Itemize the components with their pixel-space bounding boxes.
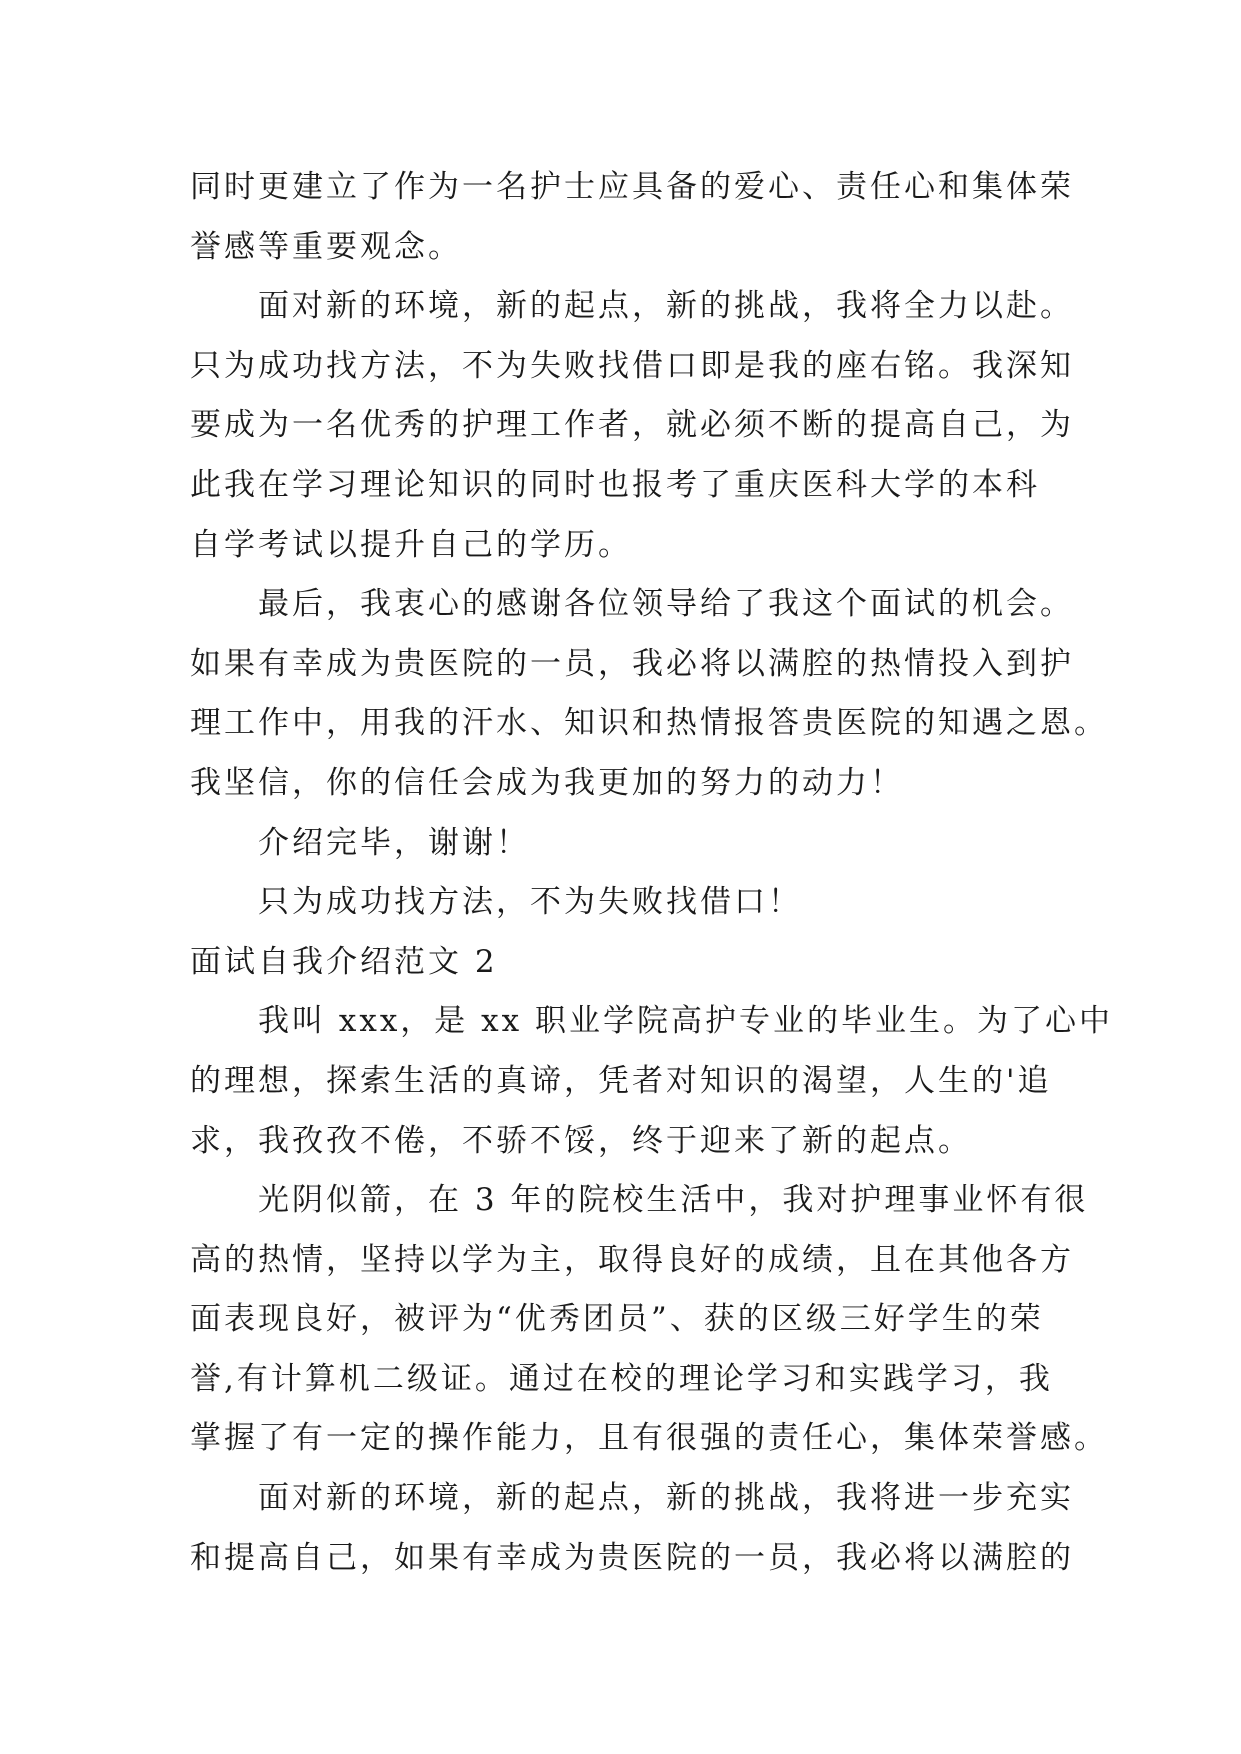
text-line: 只为成功找方法，不为失败找借口即是我的座右铭。我深知: [190, 347, 1074, 384]
text-line: 介绍完毕，谢谢！: [258, 824, 530, 861]
text-line: 面对新的环境，新的起点，新的挑战，我将全力以赴。: [258, 288, 1074, 325]
text-line: 高的热情，坚持以学为主，取得良好的成绩，且在其他各方: [190, 1241, 1074, 1278]
text-line: 面对新的环境，新的起点，新的挑战，我将进一步充实: [258, 1480, 1074, 1517]
text-line: 我叫 xxx，是 xx 职业学院高护专业的毕业生。为了心中: [258, 1003, 1113, 1040]
text-line: 光阴似箭，在 3 年的院校生活中，我对护理事业怀有很: [258, 1182, 1089, 1219]
text-line: 誉,有计算机二级证。通过在校的理论学习和实践学习，我: [190, 1360, 1053, 1397]
text-line: 的理想，探索生活的真谛，凭者对知识的渴望，人生的'追: [190, 1062, 1052, 1099]
text-line: 理工作中，用我的汗水、知识和热情报答贵医院的知遇之恩。: [190, 705, 1108, 742]
text-line: 我坚信，你的信任会成为我更加的努力的动力！: [190, 764, 904, 801]
text-line: 面表现良好，被评为“优秀团员”、获的区级三好学生的荣: [190, 1301, 1044, 1338]
text-line: 最后，我衷心的感谢各位领导给了我这个面试的机会。: [258, 586, 1074, 623]
text-line: 如果有幸成为贵医院的一员，我必将以满腔的热情投入到护: [190, 645, 1074, 682]
text-line: 同时更建立了作为一名护士应具备的爱心、责任心和集体荣: [190, 169, 1074, 205]
text-line: 面试自我介绍范文 2: [190, 943, 498, 980]
text-line: 和提高自己，如果有幸成为贵医院的一员，我必将以满腔的: [190, 1539, 1074, 1576]
document-body: [190, 158, 1113, 1588]
text-line: 求，我孜孜不倦，不骄不馁，终于迎来了新的起点。: [190, 1122, 972, 1159]
text-line: 掌握了有一定的操作能力，且有很强的责任心，集体荣誉感。: [190, 1420, 1108, 1457]
text-line: 只为成功找方法，不为失败找借口！: [258, 884, 802, 921]
text-line: 此我在学习理论知识的同时也报考了重庆医科大学的本科: [190, 466, 1040, 503]
text-line: 誉感等重要观念。: [190, 228, 462, 265]
text-line: 自学考试以提升自己的学历。: [190, 526, 632, 563]
text-line: 要成为一名优秀的护理工作者，就必须不断的提高自己，为: [190, 407, 1074, 444]
